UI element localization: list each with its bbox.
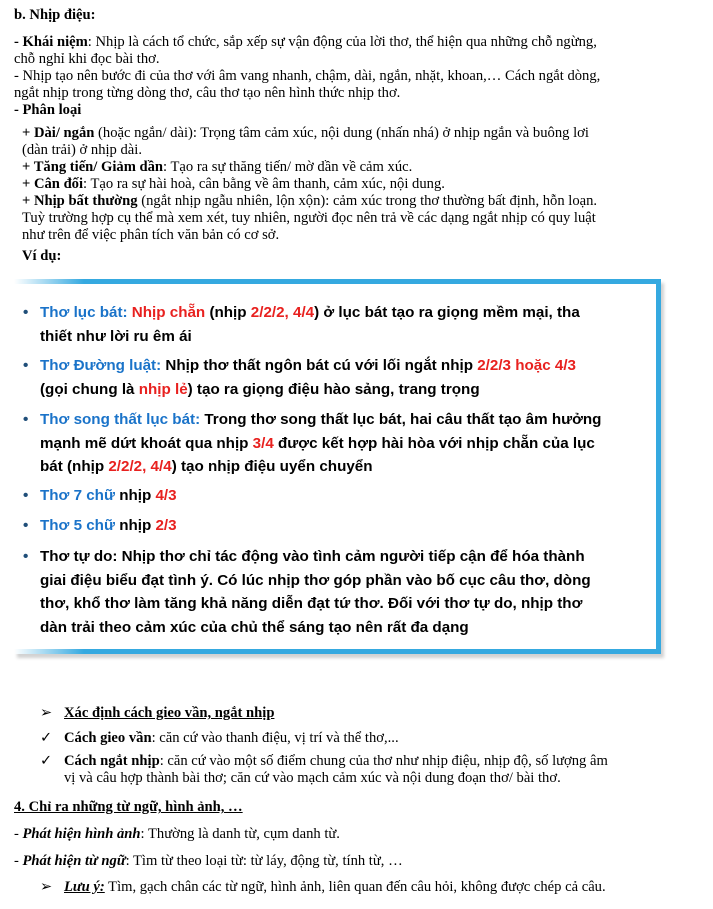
can-doi-line: + Cân đối: Tạo ra sự hài hoà, cân bằng về âm thanh, cảm xúc, nội dung. [22,176,445,192]
example-item-duong-luat: • Thơ Đường luật: Nhịp thơ thất ngôn bát cú với lối ngắt nhịp 2/2/3 hoặc 4/3 (gọi chung là nhịp lẻ) tạo ra giọng điệu hào sảng, trang trọng [40,354,642,401]
bullet-icon: • [23,517,29,534]
vi-du-label: Ví dụ: [22,248,62,264]
arrow-icon: ➢ [40,705,53,721]
khai-niem-label: - Khái niệm [14,34,88,50]
check-icon: ✓ [40,753,53,769]
box-top-fade [14,279,84,284]
dai-ngan-line-2: (dàn trải) ở nhịp dài. [22,142,142,158]
dai-ngan-line: + Dài/ ngắn (hoặc ngắn/ dài): Trọng tâm cảm xúc, nội dung (nhấn nhá) ở nhịp ngắn và buông lơi [22,125,589,141]
nhip-para-line-2: ngắt nhịp trong từng dòng thơ, câu thơ tạo nên hình thức nhịp thơ. [14,85,401,101]
nhip-para-line-1: - Nhịp tạo nên bước đi của thơ với âm vang nhanh, chậm, dài, ngắn, nhặt, khoan,… Cách ngắt dòng, [14,68,601,84]
phan-loai-label: - Phân loại [14,102,82,118]
example-item-5-chu: • Thơ 5 chữ nhịp 2/3 [40,514,642,538]
example-item-tu-do: • Thơ tự do: Nhịp thơ chỉ tác động vào tình cảm người tiếp cận để hóa thành giai điệu biểu đạt tình ý. Có lúc nhịp thơ góp phần vào bố cục câu thơ, dòng thơ, khổ thơ làm tăng khả năng diễn đạt tứ thơ. Đối với thơ tự do, nhịp thơ dàn trải theo cảm xúc của chủ thể sáng tạo nên rất đa dạng [40,545,642,639]
khai-niem-line: - Khái niệm: Nhịp là cách tổ chức, sắp xếp sự vận động của lời thơ, thể hiện qua những chỗ ngừng, [14,34,597,50]
phat-hien-hinh-anh-line: - Phát hiện hình ảnh: Thường là danh từ, cụm danh từ. [14,826,340,842]
bullet-icon: • [23,357,29,374]
luu-y-line: ➢ Lưu ý: Tìm, gạch chân các từ ngữ, hình ảnh, liên quan đến câu hỏi, không được chép cả câu. [40,879,606,895]
arrow-icon: ➢ [40,879,53,895]
bullet-icon: • [23,304,29,321]
phat-hien-tu-ngu-line: - Phát hiện từ ngữ: Tìm từ theo loại từ: từ láy, động từ, tính từ, … [14,853,403,869]
example-item-luc-bat: • Thơ lục bát: Nhịp chẵn (nhịp 2/2/2, 4/4) ở lục bát tạo ra giọng mềm mại, tha thiết như lời ru êm ái [40,301,642,348]
cach-ngat-nhip-line-2: vị và câu hợp thành bài thơ; căn cứ vào mạch cảm xúc và nội dung đoạn thơ/ bài thơ. [64,770,561,786]
bullet-icon: • [23,487,29,504]
check-icon: ✓ [40,730,53,746]
example-item-song-that: • Thơ song thất lục bát: Trong thơ song thất lục bát, hai câu thất tạo âm hưởng mạnh mẽ dứt khoát qua nhịp 3/4 được kết hợp hài hòa với nhịp chẵn của lục bát (nhịp 2/2/2, 4/4) tạo nhịp điệu uyển chuyển [40,408,642,479]
example-box [14,279,661,654]
section-b-heading: b. Nhịp điệu: [14,7,96,23]
bullet-icon: • [23,548,29,565]
section-4-heading: 4. Chỉ ra những từ ngữ, hình ảnh, … [14,799,243,815]
cach-gieo-van-line: ✓ Cách gieo vần: căn cứ vào thanh điệu, vị trí và thể thơ,... [40,730,399,746]
cach-ngat-nhip-line: ✓ Cách ngắt nhịp: căn cứ vào một số điểm chung của thơ như nhịp điệu, nhịp độ, số lượng âm [40,753,608,769]
khai-niem-line-2: chỗ nghỉ khi đọc bài thơ. [14,51,160,67]
tang-tien-line: + Tăng tiến/ Giảm dần: Tạo ra sự thăng tiến/ mờ dần về cảm xúc. [22,159,413,175]
bullet-icon: • [23,411,29,428]
example-item-7-chu: • Thơ 7 chữ nhịp 4/3 [40,484,642,508]
tuy-line-2: như trên để việc phân tích văn bản có cơ sở. [22,227,280,243]
tuy-line-1: Tuỳ trường hợp cụ thể mà xem xét, tuy nhiên, người đọc nên trả về các dạng ngắt nhịp có quy luật [22,210,596,226]
bat-thuong-line: + Nhịp bất thường (ngắt nhịp ngẫu nhiên, lộn xộn): cảm xúc trong thơ thường bất định, hỗn loạn. [22,193,598,209]
box-bottom-fade [14,649,84,654]
gieo-van-heading: ➢ Xác định cách gieo vần, ngắt nhịp [40,705,275,721]
